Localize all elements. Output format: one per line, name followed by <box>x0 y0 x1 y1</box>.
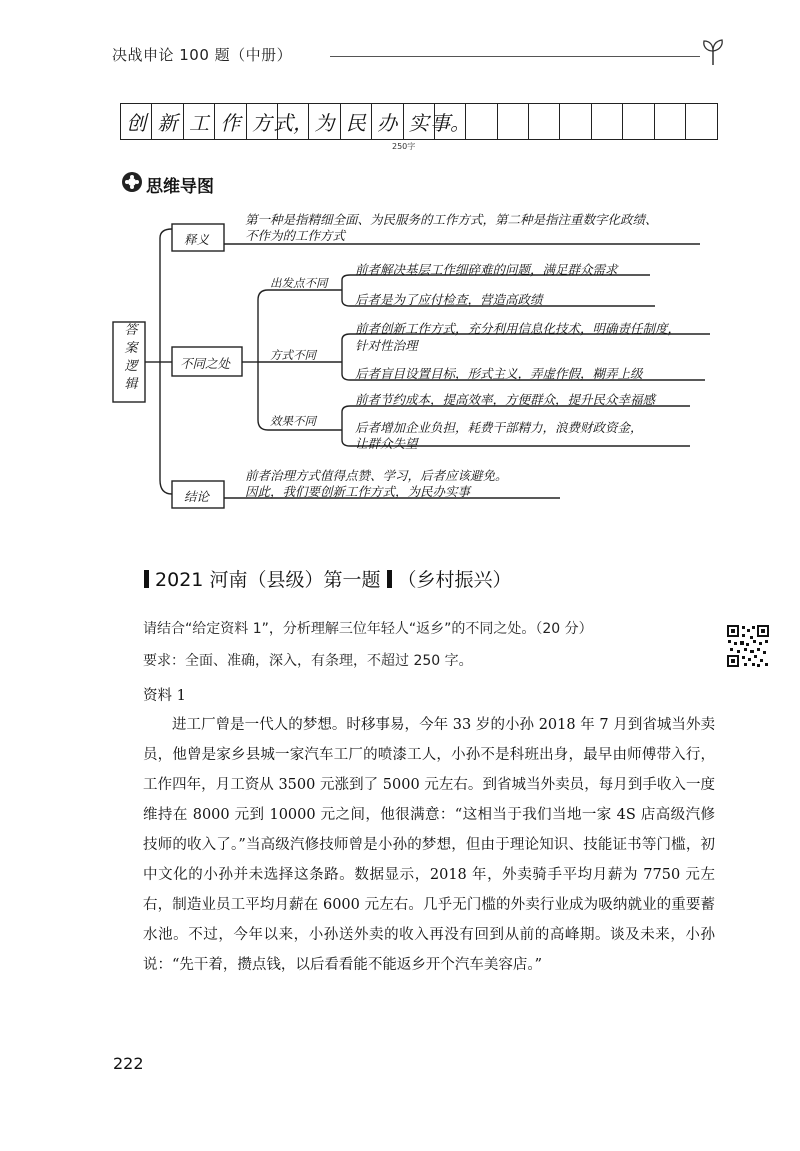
jielun-text-1: 前者治理方式值得点赞、学习，后者应该避免。 <box>245 468 508 483</box>
label-fangshi: 方式不同 <box>270 348 316 362</box>
grid-cell: 新 <box>152 104 183 139</box>
grid-cell: 作 <box>215 104 246 139</box>
label-xiaoguo: 效果不同 <box>270 414 316 428</box>
grid-cell: 工 <box>184 104 215 139</box>
question-prompt: 请结合“给定资料 1”，分析理解三位年轻人“返乡”的不同之处。（20 分） <box>143 621 593 637</box>
label-butong: 不同之处 <box>180 356 231 371</box>
running-header: 决战申论 100 题（中册） <box>112 46 293 64</box>
label-shiyi: 释义 <box>184 232 210 247</box>
chufadian-b: 后者是为了应付检查，营造高政绩 <box>355 292 543 307</box>
xiaoguo-b1: 后者增加企业负担，耗费干部精力，浪费财政资金， <box>355 420 643 435</box>
grid-cell: 民 <box>341 104 372 139</box>
grid-cell: 事。 <box>435 104 466 139</box>
chufadian-a: 前者解决基层工作细碎难的问题，满足群众需求 <box>355 262 618 277</box>
mindmap-title: 思维导图 <box>146 177 214 197</box>
grid-cell: 式， <box>278 104 309 139</box>
jielun-text-2: 因此，我们要创新工作方式，为民办实事 <box>245 484 471 499</box>
shiyi-text-1: 第一种是指精细全面、为民服务的工作方式，第二种是指注重数字化政绩、 <box>245 212 658 227</box>
word-count-mark: 250字 <box>392 142 416 151</box>
question-tag: （乡村振兴） <box>397 569 512 591</box>
grid-cell: 办 <box>372 104 403 139</box>
heading-bar-right <box>387 570 392 588</box>
fangshi-a2: 针对性治理 <box>355 338 418 353</box>
question-requirement: 要求：全面、准确，深入，有条理，不超过 250 字。 <box>143 653 473 669</box>
page-number: 222 <box>113 1054 144 1073</box>
grid-cell: 实 <box>404 104 435 139</box>
heading-bar-left <box>144 570 149 588</box>
material-title: 资料 1 <box>143 688 186 704</box>
xiaoguo-b2: 让群众失望 <box>355 436 418 451</box>
question-heading <box>144 565 512 592</box>
root-label: 答案逻辑 <box>124 323 138 392</box>
xiaoguo-a: 前者节约成本，提高效率，方便群众，提升民众幸福感 <box>355 392 656 407</box>
material-paragraph: 进工厂曾是一代人的梦想。时移事易，今年 33 岁的小孙 2018 年 7 月到省城当外卖员，他曾是家乡县城一家汽车工厂的喷漆工人，小孙不是科班出身，最早由师傅带入行，工作四年，月工资从 3500 元涨到了 5000 元左右。到省城当外卖员，每月到手收入一度维持在 8000 元到 10000 元之间，他很满意：“这相当于我们当地一家 4S 店高级汽修技师的收入了。”当高级汽修技师曾是小孙的梦想，但由于理论知识、技能证书等门槛，初中文化的小孙并未选择这条路。数据显示，2018 年，外卖骑手平均月薪为 7750 元左右，制造业员工平均月薪在 6000 元左右。几乎无门槛的外卖行业成为吸纳就业的重要蓄水池。不过，今年以来，小孙送外卖的收入再没有回到从前的高峰期。谈及未来，小孙说：“先干着，攒点钱，以后看看能不能返乡开个汽车美容店。” <box>143 717 715 973</box>
fangshi-a1: 前者创新工作方式，充分利用信息化技术，明确责任制度， <box>355 321 681 336</box>
question-title: 2021 河南（县级）第一题 <box>155 569 381 591</box>
shiyi-text-2: 不作为的工作方式 <box>245 228 346 243</box>
grid-cell: 方 <box>247 104 278 139</box>
label-jielun: 结论 <box>184 489 210 504</box>
qr-code-icon[interactable] <box>726 624 770 668</box>
fangshi-b: 后者盲目设置目标，形式主义，弄虚作假，糊弄上级 <box>355 366 643 381</box>
grid-cell: 为 <box>309 104 340 139</box>
grid-cell: 创 <box>121 104 152 139</box>
label-chufadian: 出发点不同 <box>270 276 328 290</box>
